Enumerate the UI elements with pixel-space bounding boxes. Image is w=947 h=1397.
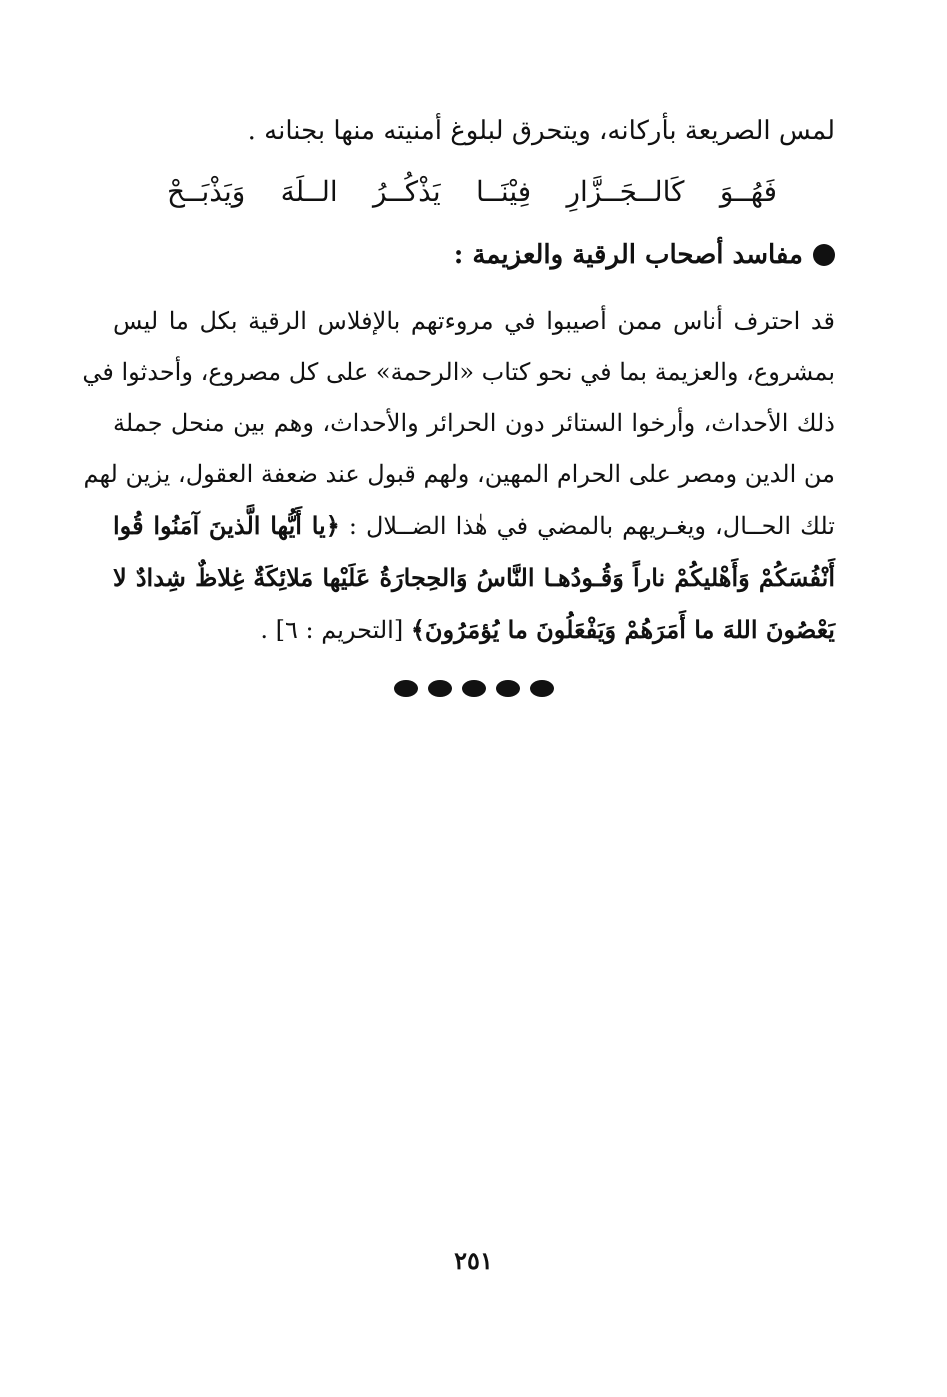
paragraph-line bbox=[113, 398, 835, 449]
poetry-verse bbox=[167, 172, 777, 212]
paragraph-line bbox=[113, 500, 835, 552]
section-heading-text: مفاسد أصحاب الرقية والعزيمة : bbox=[453, 240, 803, 270]
paragraph-line bbox=[113, 552, 835, 604]
divider-dot-icon bbox=[530, 680, 554, 697]
section-heading bbox=[113, 236, 835, 274]
paragraph-line bbox=[83, 449, 835, 500]
paragraph-line bbox=[113, 604, 835, 656]
bullet-icon bbox=[813, 244, 835, 266]
verse-word: وَيَذْبَــحْ bbox=[167, 175, 246, 208]
citation-text: [التحريم : ٦] . bbox=[260, 616, 411, 644]
quran-text: ﴿يا أَيُّها الَّذينَ آمَنُوا قُوا bbox=[113, 511, 340, 540]
verse-word: فِيْنَــا bbox=[475, 175, 532, 208]
intro-line: لمس الصريعة بأركانه، ويتحرق لبلوغ أمنيته منها بجنانه . bbox=[247, 116, 835, 146]
line-text: قد احترف أناس ممن أصيبوا في مروءتهم بالإفلاس الرقية بكل ما ليس bbox=[113, 307, 836, 335]
verse-word: يَذْكُــرُ bbox=[372, 175, 441, 208]
page-number: ٢٥١ bbox=[454, 1246, 493, 1275]
divider-dot-icon bbox=[496, 680, 520, 697]
line-text: ذلك الأحداث، وأرخوا الستائر دون الحرائر والأحداث، وهم بين منحل جملة bbox=[113, 409, 835, 437]
divider-dot-icon bbox=[428, 680, 452, 697]
quran-text: أَنْفُسَكُمْ وَأَهْليكُمْ ناراً وَقُـودُهـا النَّاسُ وَالحِجارَةُ عَلَيْها مَلائِكَةٌ غِلاظٌ شِدادٌ لا bbox=[113, 563, 835, 592]
verse-word: فَهُــوَ bbox=[719, 175, 777, 208]
verse-word: الــلَهَ bbox=[280, 175, 338, 208]
section-paragraph bbox=[82, 296, 836, 656]
paragraph-line bbox=[113, 296, 835, 347]
divider-dot-icon bbox=[394, 680, 418, 697]
line-text: بمشروع، والعزيمة بما في نحو كتاب «الرحمة» على كل مصروع، وأحدثوا في bbox=[82, 358, 835, 386]
divider-dot-icon bbox=[462, 680, 486, 697]
verse-word: كَالــجَــزَّارِ bbox=[566, 175, 685, 208]
quran-text: يَعْصُونَ اللهَ ما أَمَرَهُمْ وَيَفْعَلُونَ ما يُؤمَرُونَ﴾ bbox=[410, 615, 835, 644]
section-divider bbox=[0, 680, 947, 697]
line-text: من الدين ومصر على الحرام المهين، ولهم قبول عند ضعفة العقول، يزين لهم bbox=[83, 460, 835, 488]
paragraph-line bbox=[82, 347, 835, 398]
line-text: تلك الحــال، ويغـريهم بالمضي في هٰذا الضــلال : bbox=[339, 512, 835, 540]
